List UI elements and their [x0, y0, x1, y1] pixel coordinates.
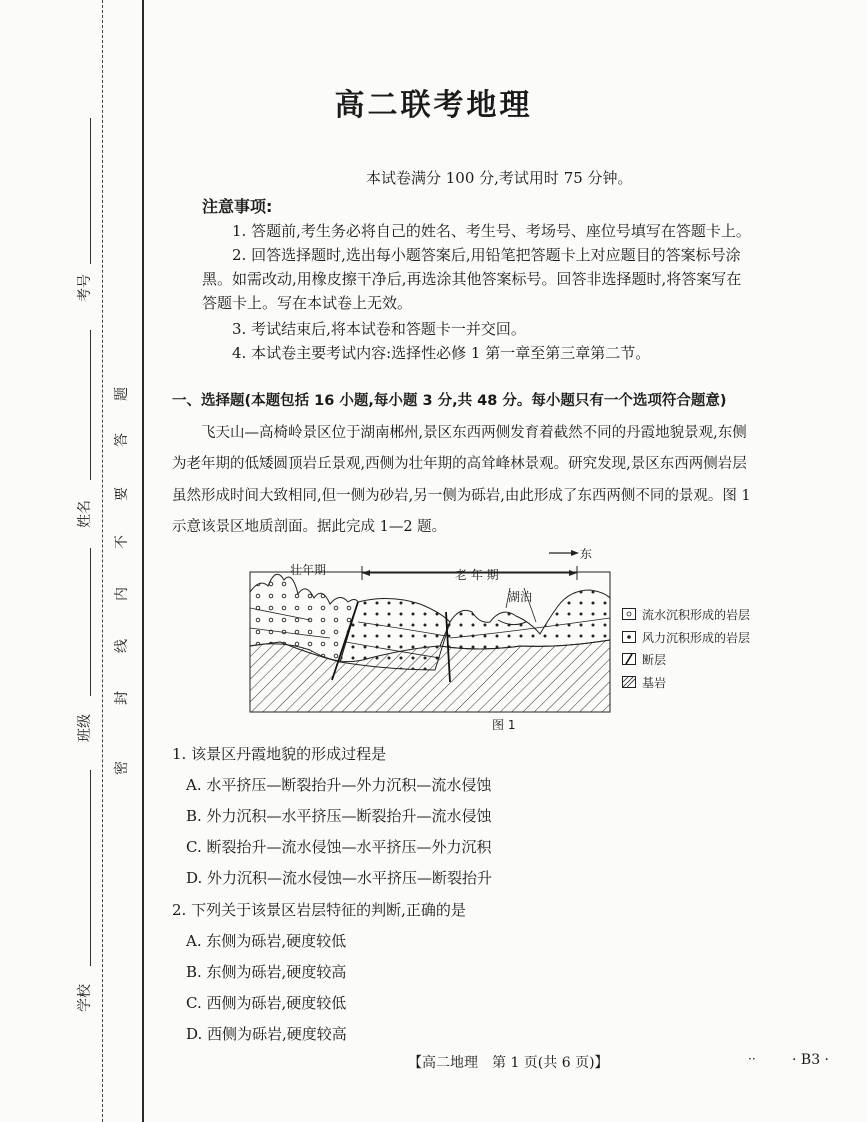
margin-rule: [142, 0, 144, 1122]
paper-code: · B3 ·: [792, 1052, 829, 1068]
notice-line: 1. 答题前,考生务必将自己的姓名、考生号、考场号、座位号填写在答题卡上。: [232, 222, 751, 240]
figure-label-old: 老 年 期: [455, 568, 499, 582]
exam-no-blank: [90, 118, 91, 264]
figure-caption: 图 1: [492, 718, 516, 732]
seal-char: 答: [114, 433, 130, 447]
seal-char: 内: [114, 587, 130, 601]
question-1-option: C. 断裂抬升—流水侵蚀—水平挤压—外力沉积: [186, 838, 492, 856]
question-2-stem: 2. 下列关于该景区岩层特征的判断,正确的是: [172, 901, 466, 919]
exam-meta: 本试卷满分 100 分,考试用时 75 分钟。: [366, 169, 633, 187]
seal-dashed-line: [102, 0, 103, 1122]
seal-char: 密: [114, 761, 130, 775]
passage-line: 虽然形成时间大致相同,但一侧为砂岩,另一侧为砾岩,由此形成了东西两侧不同的景观。图 1: [172, 488, 751, 504]
class-blank: [90, 548, 91, 696]
figure-label-east: 东: [580, 547, 593, 561]
seal-char: 要: [114, 487, 130, 501]
exam-no-label: 考号: [77, 274, 93, 302]
legend-bedrock: 基岩: [642, 676, 667, 690]
name-blank: [90, 330, 91, 480]
notice-line: 4. 本试卷主要考试内容:选择性必修 1 第一章至第三章第二节。: [232, 344, 651, 362]
legend-swatch-fault: [622, 653, 636, 665]
page-footer: 【高二地理 第 1 页(共 6 页)】: [408, 1055, 609, 1071]
notice-line: 3. 考试结束后,将本试卷和答题卡一并交回。: [232, 320, 526, 338]
question-2-option: A. 东侧为砾岩,硬度较低: [186, 932, 347, 950]
class-label: 班级: [77, 714, 93, 742]
figure-label-mature: 壮年期: [290, 563, 327, 577]
name-label: 姓名: [77, 500, 93, 528]
seal-char: 题: [114, 387, 130, 401]
notice-line: 2. 回答选择题时,选出每小题答案后,用铅笔把答题卡上对应题目的答案标号涂: [232, 246, 741, 264]
notice-heading: 注意事项:: [202, 197, 273, 216]
legend-fluvial: 流水沉积形成的岩层: [642, 608, 751, 622]
seal-char: 封: [114, 691, 130, 705]
section-heading: 一、选择题(本题包括 16 小题,每小题 3 分,共 48 分。每小题只有一个选项符合题意): [172, 393, 727, 409]
question-2-option: C. 西侧为砾岩,硬度较低: [186, 994, 347, 1012]
notice-line: 答题卡上。写在本试卷上无效。: [202, 294, 413, 312]
legend-swatch-aeolian: [622, 631, 636, 643]
legend-swatch-bedrock: [622, 676, 636, 688]
passage-line: 飞天山—高椅岭景区位于湖南郴州,景区东西两侧发育着截然不同的丹霞地貌景观,东侧: [201, 425, 747, 441]
question-2-option: B. 东侧为砾岩,硬度较高: [186, 963, 347, 981]
legend-swatch-fluvial: [622, 608, 636, 620]
question-1-option: D. 外力沉积—流水侵蚀—水平挤压—断裂抬升: [186, 869, 493, 887]
page-title: 高二联考地理: [334, 88, 533, 123]
question-1-option: B. 外力沉积—水平挤压—断裂抬升—流水侵蚀: [186, 807, 492, 825]
school-label: 学校: [77, 984, 93, 1012]
question-1-option: A. 水平挤压—断裂抬升—外力沉积—流水侵蚀: [186, 776, 492, 794]
legend-aeolian: 风力沉积形成的岩层: [642, 631, 751, 645]
legend-fault: 断层: [642, 653, 667, 667]
seal-char: 线: [114, 639, 130, 653]
passage-line: 为老年期的低矮圆顶岩丘景观,西侧为壮年期的高耸峰林景观。研究发现,景区东西两侧岩层: [172, 456, 747, 472]
question-1-stem: 1. 该景区丹霞地貌的形成过程是: [172, 745, 387, 763]
passage-line: 示意该景区地质剖面。据此完成 1—2 题。: [172, 519, 447, 535]
notice-line: 黑。如需改动,用橡皮擦干净后,再选涂其他答案标号。回答非选择题时,将答案写在: [202, 270, 742, 288]
footer-dots: ··: [748, 1052, 756, 1066]
question-2-option: D. 西侧为砾岩,硬度较高: [186, 1025, 347, 1043]
seal-char: 不: [114, 535, 130, 549]
figure-label-lake: 湖泊: [508, 590, 533, 604]
school-blank: [90, 770, 91, 966]
